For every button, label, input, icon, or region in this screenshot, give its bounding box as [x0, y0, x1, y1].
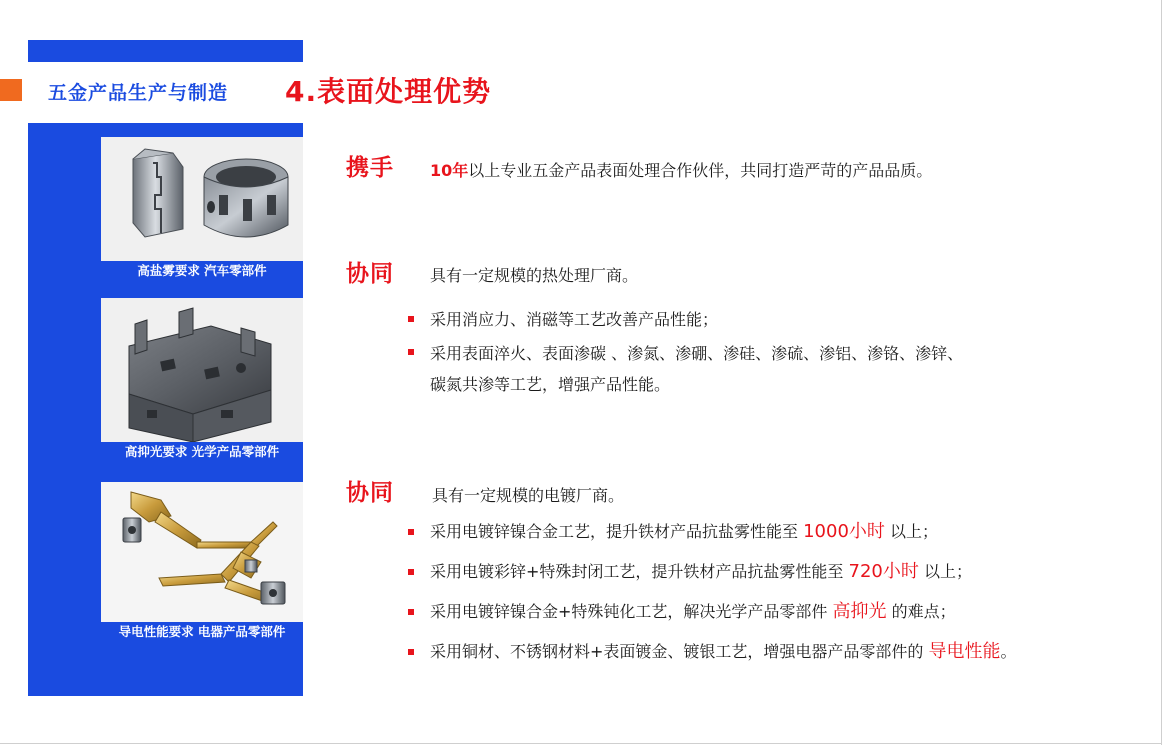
photo-card-automotive [101, 137, 303, 281]
bullet-text-after: 。 [1000, 642, 1017, 661]
bullet-highlight: 720小时 [848, 561, 919, 582]
heat-lead: 具有一定规模的热处理厂商。 [430, 266, 639, 285]
bullet-text-after: 以上； [923, 562, 972, 581]
photo-caption: 导电性能要求 电器产品零部件 [101, 622, 303, 642]
bullet-square-icon [408, 649, 414, 655]
heat-bullet-list [408, 308, 963, 400]
page-title: 4.表面处理优势 [285, 75, 492, 108]
heading-plating: 协同 [346, 480, 394, 506]
partner-lead-text: 以上专业五金产品表面处理合作伙伴，共同打造严苛的产品品质。 [468, 161, 933, 180]
partner-years: 10年 [430, 161, 469, 180]
photo-card-optical [101, 298, 303, 462]
list-item [408, 308, 963, 338]
list-item [408, 518, 1017, 558]
bullet-text-after: 的难点； [891, 602, 956, 621]
plating-bullet-list [408, 518, 1017, 678]
bullet-highlight: 高抑光 [832, 601, 887, 622]
bullet-text: 采用消应力、消磁等工艺改善产品性能； [430, 310, 719, 329]
bullet-text: 采用铜材、不锈钢材料+表面镀金、镀银工艺，增强电器产品零部件的 [430, 642, 924, 661]
bullet-square-icon [408, 529, 414, 535]
bullet-square-icon [408, 569, 414, 575]
metal-sleeve-parts-photo [101, 137, 303, 261]
plating-lead: 具有一定规模的电镀厂商。 [432, 486, 625, 505]
bullet-text: 采用电镀锌镍合金工艺，提升铁材产品抗盐雾性能至 [430, 522, 799, 541]
orange-marker [0, 79, 22, 101]
stamped-bracket-photo [101, 298, 303, 442]
bullet-square-icon [408, 316, 414, 322]
photo-caption: 高抑光要求 光学产品零部件 [101, 442, 303, 462]
section-title: 五金产品生产与制造 [48, 82, 229, 104]
heading-heat-treatment: 协同 [346, 261, 394, 287]
bullet-text-after: 以上； [890, 522, 939, 541]
bullet-highlight: 1000小时 [803, 521, 885, 542]
list-item [408, 638, 1017, 678]
bullet-text: 采用电镀彩锌+特殊封闭工艺，提升铁材产品抗盐雾性能至 [430, 562, 844, 581]
header-accent-bar [28, 40, 303, 62]
list-item [408, 598, 1017, 638]
bullet-square-icon [408, 609, 414, 615]
heading-partner: 携手 [346, 155, 394, 181]
slide-bottom-border [0, 743, 1162, 744]
brass-terminal-photo [101, 482, 303, 622]
bullet-text: 采用电镀锌镍合金+特殊钝化工艺，解决光学产品零部件 [430, 602, 828, 621]
list-item [408, 338, 963, 400]
bullet-highlight: 导电性能 [928, 641, 1001, 662]
partner-lead [430, 158, 932, 181]
photo-caption: 高盐雾要求 汽车零部件 [101, 261, 303, 281]
bullet-text-continued: 碳氮共渗等工艺，增强产品性能。 [430, 375, 671, 394]
bullet-square-icon [408, 349, 414, 355]
bullet-text: 采用表面淬火、表面渗碳 、渗氮、渗硼、渗硅、渗硫、渗铝、渗铬、渗锌、 [430, 344, 964, 363]
photo-card-electrical [101, 482, 303, 642]
list-item [408, 558, 1017, 598]
